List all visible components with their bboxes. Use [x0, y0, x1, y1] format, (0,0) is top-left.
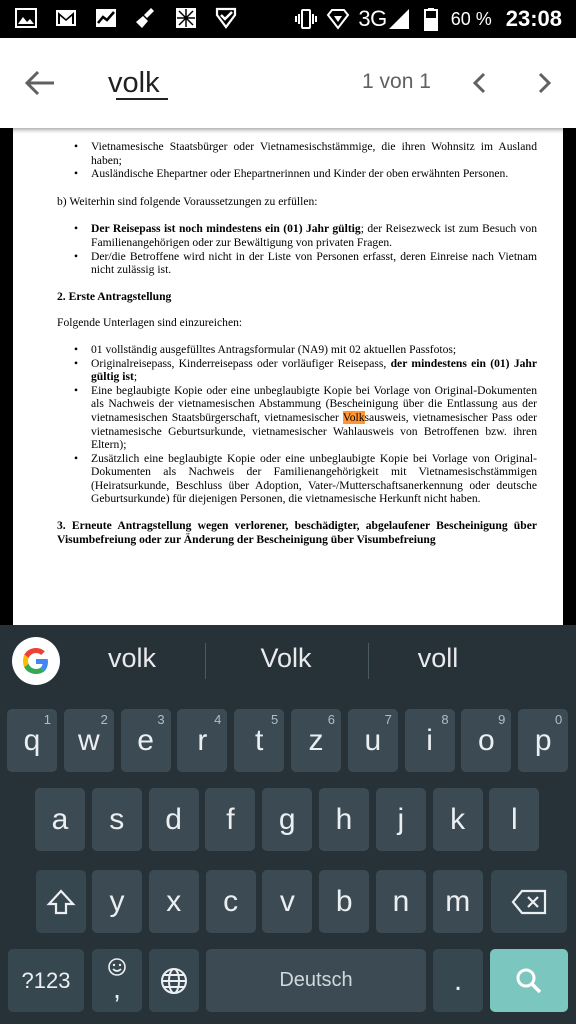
key-label: s	[109, 802, 125, 836]
key-label: k	[450, 802, 466, 836]
bold-text: Der Reisepass ist noch mindestens ein (01) Jahr gültig	[91, 222, 361, 236]
key-r[interactable]	[177, 709, 227, 772]
key-label: d	[165, 802, 182, 836]
key-f[interactable]	[205, 788, 255, 851]
key-k[interactable]	[433, 788, 483, 851]
back-arrow-icon[interactable]	[20, 63, 60, 103]
battery-icon	[419, 7, 443, 31]
vibrate-icon	[294, 7, 318, 31]
key-e[interactable]	[121, 709, 171, 772]
key-g[interactable]	[262, 788, 312, 851]
section-heading: 2. Erste Antragstellung	[57, 289, 172, 303]
previous-match-icon[interactable]	[463, 66, 497, 100]
shift-key[interactable]	[36, 870, 86, 933]
key-hint: 1	[43, 712, 51, 727]
key-label: p	[534, 723, 552, 757]
network-type: 3G	[358, 6, 387, 31]
globe-icon	[159, 966, 189, 996]
key-t[interactable]	[234, 709, 284, 772]
key-p[interactable]	[518, 709, 568, 772]
paragraph: b) Weiterhin sind folgende Voraussetzungen zu erfüllen:	[57, 194, 318, 208]
suggestion-2[interactable]: Volk	[260, 643, 312, 673]
key-s[interactable]	[92, 788, 142, 851]
key-hint: 2	[100, 712, 108, 727]
document-viewer[interactable]	[0, 128, 576, 625]
shield-icon	[174, 6, 198, 30]
text-span: sausweis, vietnamesischer Pass oder vietnamesische Geburtsurkunde, vietnamesischer Wahlausweis von Betroffenen bzw. ihren Eltern);	[91, 410, 537, 452]
key-label: x	[166, 884, 182, 918]
battery-percent: 60 %	[450, 8, 492, 29]
key-label: f	[226, 802, 235, 836]
list-item	[91, 222, 537, 249]
key-label: o	[478, 723, 495, 757]
signal-icon	[387, 7, 411, 31]
key-label: r	[197, 723, 208, 757]
key-label: y	[109, 884, 125, 918]
key-m[interactable]	[433, 870, 483, 933]
key-label: q	[23, 723, 41, 757]
bold-text: der mindestens ein (01) Jahr gültig ist	[91, 356, 538, 384]
key-hint: 5	[270, 712, 279, 727]
suggestion-divider	[368, 643, 369, 679]
list-item	[91, 357, 537, 384]
clock: 23:08	[505, 6, 562, 31]
find-in-page-bar	[0, 38, 576, 128]
language-key[interactable]	[149, 949, 199, 1012]
key-label: l	[511, 802, 518, 836]
key-label: b	[335, 884, 353, 918]
key-label: i	[426, 723, 433, 757]
text-span: ; der Reisezweck ist zum Besuch von Familienangehörigen oder zur Bewältigung von privaten Fragen.	[91, 222, 537, 249]
key-label: w	[77, 723, 100, 757]
key-z[interactable]	[291, 709, 341, 772]
section-heading: 3. Erneute Antragstellung wegen verlorener, beschädigter, abgelaufener Bescheinigung über Visumbefreiung oder zur Änderung der Bescheinigung über Visumbefreiung	[57, 519, 537, 546]
key-label: h	[335, 802, 353, 836]
list-item	[91, 384, 537, 452]
key-hint: 7	[384, 712, 392, 727]
broom-icon	[134, 6, 158, 30]
key-a[interactable]	[35, 788, 85, 851]
key-o[interactable]	[461, 709, 511, 772]
checkmark-icon	[214, 6, 238, 30]
key-label: e	[137, 723, 154, 757]
gallery-icon	[14, 6, 38, 30]
soft-keyboard	[0, 625, 576, 1024]
google-icon[interactable]	[12, 637, 60, 685]
key-label: v	[279, 884, 295, 918]
key-label: j	[397, 802, 405, 836]
text-span: Originalreisepass, Kinderreisepass oder vorläufiger Reisepass,	[91, 356, 391, 370]
key-u[interactable]	[348, 709, 398, 772]
suggestion-divider	[205, 643, 206, 679]
key-v[interactable]	[262, 870, 312, 933]
key-label: t	[255, 723, 264, 757]
key-i[interactable]	[405, 709, 455, 772]
key-label: m	[445, 884, 471, 918]
paragraph: Folgende Unterlagen sind einzureichen:	[57, 316, 243, 330]
key-h[interactable]	[319, 788, 369, 851]
symbols-key[interactable]: ?123	[8, 949, 84, 1012]
gmail-icon	[54, 6, 78, 30]
trending-icon	[94, 6, 118, 30]
key-label: a	[51, 802, 69, 836]
key-label: g	[278, 802, 296, 836]
status-bar	[0, 0, 576, 38]
backspace-key[interactable]	[491, 870, 567, 933]
key-label: u	[364, 723, 382, 757]
data-saver-icon	[326, 7, 350, 31]
key-x[interactable]	[149, 870, 199, 933]
key-q[interactable]	[7, 709, 57, 772]
suggestion-3[interactable]: voll	[417, 643, 459, 673]
period-key[interactable]: .	[433, 949, 483, 1012]
key-hint: 3	[157, 712, 165, 727]
suggestion-1[interactable]: volk	[107, 643, 156, 673]
composing-underline	[116, 98, 168, 100]
key-label: n	[392, 884, 410, 918]
match-count: 1 von 1	[362, 70, 431, 93]
key-j[interactable]	[376, 788, 426, 851]
key-hint: 4	[214, 712, 222, 727]
key-n[interactable]	[376, 870, 426, 933]
search-icon	[513, 965, 545, 997]
list-item: • Vietnamesische Staatsbürger oder Vietnamesischstämmige, die ihren Wohnsitz im Ausland haben;	[91, 140, 537, 167]
key-hint: 9	[498, 712, 506, 727]
list-item: • Zusätzlich eine beglaubigte Kopie oder eine unbeglaubigte Kopie bei Vorlage von Original-Dokumenten als Nachweis der Familienangehörigkeit mit Vietnamesischstämmigen (Heiratsurkunde, Beschluss über Adoption, Vater-/Mutterschaftsanerkennung oder deutsche Geburtsurkunde) für diejenigen Personen, die vietnamesische Herkunft nicht haben.	[91, 452, 537, 506]
list-item: • Der/die Betroffene wird nicht in der Liste von Personen erfasst, deren Einreise nach Vietnam nicht zulässig ist.	[91, 250, 537, 277]
notification-icons	[14, 6, 238, 30]
key-l[interactable]	[489, 788, 539, 851]
search-key[interactable]	[490, 949, 568, 1012]
key-label: z	[308, 723, 324, 757]
comma-label: ,	[113, 973, 121, 1004]
key-label: c	[223, 884, 239, 918]
emoji-comma-key[interactable]	[92, 949, 142, 1012]
key-hint: 0	[554, 712, 563, 727]
key-b[interactable]	[319, 870, 369, 933]
key-y[interactable]	[92, 870, 142, 933]
key-d[interactable]	[149, 788, 199, 851]
space-key[interactable]: Deutsch	[206, 949, 426, 1012]
next-match-icon[interactable]	[527, 66, 561, 100]
suggestion-strip	[0, 625, 576, 697]
document-page	[13, 128, 563, 625]
key-hint: 6	[327, 712, 335, 727]
list-item: • 01 vollständig ausgefülltes Antragsformular (NA9) mit 02 aktuellen Passfotos;	[91, 343, 537, 357]
list-item: • Ausländische Ehepartner oder Ehepartnerinnen und Kinder der oben erwähnten Personen.	[91, 167, 537, 181]
key-hint: 8	[441, 712, 449, 727]
key-c[interactable]	[206, 870, 256, 933]
text-span: ;	[133, 370, 138, 384]
text-span: Eine beglaubigte Kopie oder eine unbeglaubigte Kopie bei Vorlage von Original-Dokumenten als Nachweis der vietnamesischen Abstammung (Bescheinigung über die Entlassung aus der vietnamesischen Staatsbürgerschaft, vietnamesischer	[91, 383, 537, 424]
search-match-highlight: Volk	[342, 410, 365, 424]
key-w[interactable]	[64, 709, 114, 772]
